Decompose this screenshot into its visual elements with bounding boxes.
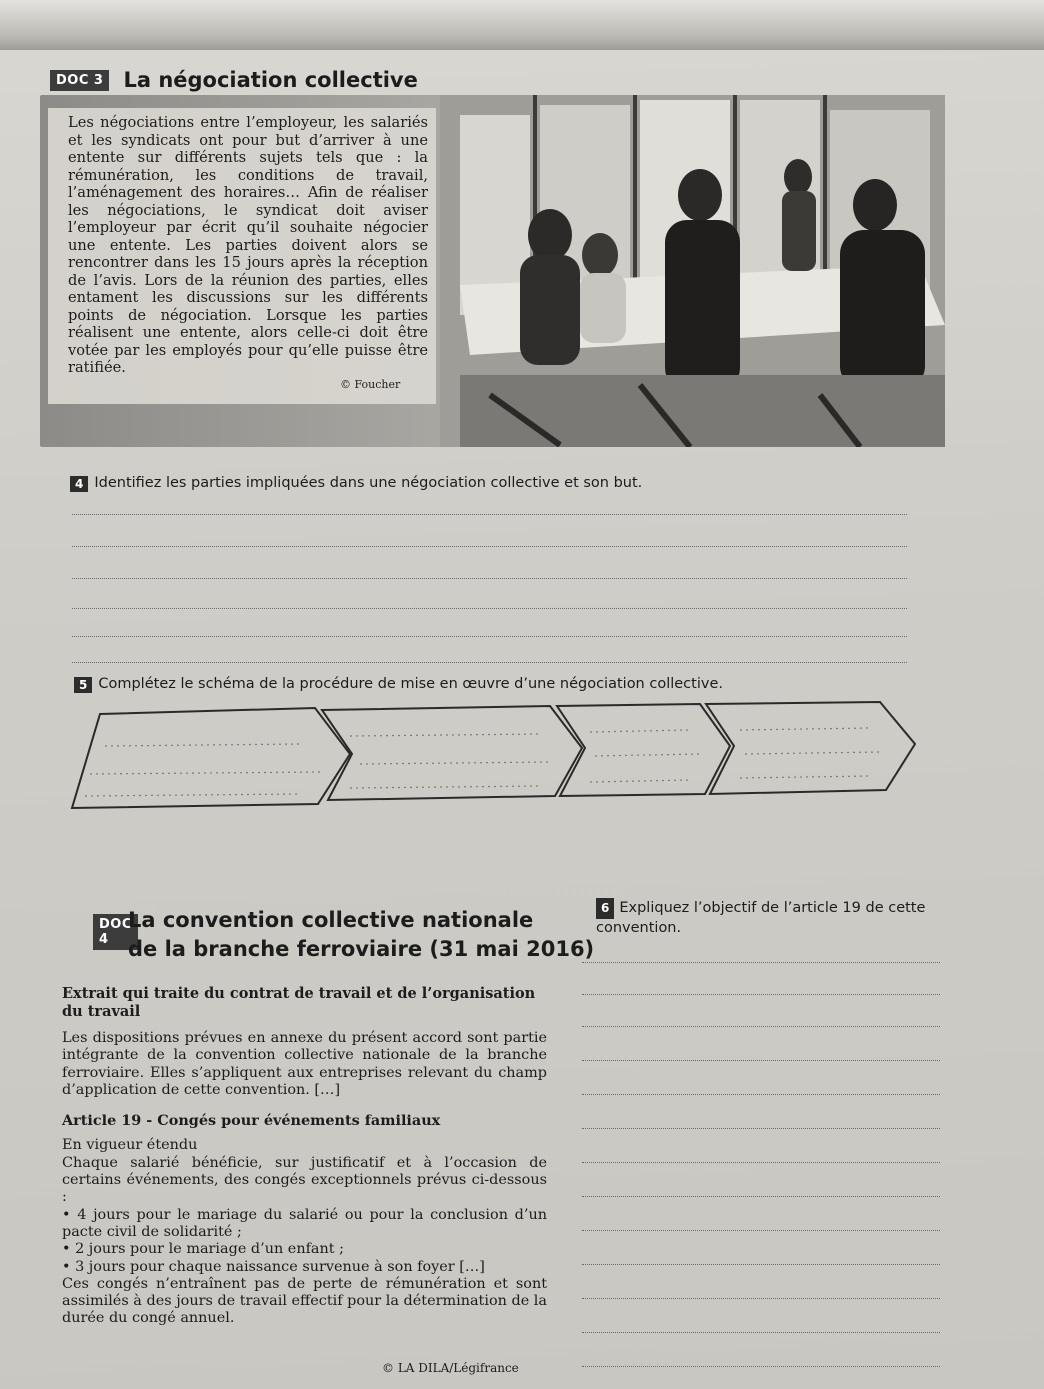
procedure-step-3[interactable] (557, 704, 730, 796)
page-top-edge (0, 0, 1044, 50)
question-4-number: 4 (70, 476, 88, 492)
answer-line[interactable] (72, 514, 907, 515)
doc4-article-title: Article 19 - Congés pour événements familiaux (62, 1112, 441, 1130)
doc3-credit: © Foucher (340, 378, 401, 391)
doc4-bullet-3: • 3 jours pour chaque naissance survenue à son foyer […] (62, 1258, 485, 1275)
procedure-dotted-lines (85, 728, 880, 796)
answer-line[interactable] (72, 578, 907, 579)
doc4-title-line-1: La convention collective nationale (128, 908, 534, 932)
doc4-body (62, 1030, 547, 1328)
doc4-credit: © LA DILA/Légifrance (382, 1361, 519, 1375)
answer-line[interactable] (72, 662, 907, 663)
answer-line[interactable] (582, 1366, 940, 1367)
doc4-paragraph-3: Ces congés n’entraînent pas de perte de rémunération et sont assimilés à des jours de travail effectif pour la détermination de la durée du congé annuel. (62, 1275, 547, 1327)
answer-line[interactable] (582, 1332, 940, 1333)
answer-line[interactable] (72, 636, 907, 637)
answer-line[interactable] (582, 1298, 940, 1299)
answer-line[interactable] (582, 1196, 940, 1197)
answer-line[interactable] (72, 546, 907, 547)
doc4-paragraph-1: Les dispositions prévues en annexe du présent accord sont partie intégrante de la convention collective nationale de la branche ferroviaire. Elles s’appliquent aux entreprises relevant du champ d’application de cette convention. […] (62, 1030, 547, 1098)
answer-line[interactable] (582, 1026, 940, 1027)
doc4-paragraph-2: Chaque salarié bénéficie, sur justificatif et à l’occasion de certains événements, des congés exceptionnels prévus ci-dessous : (62, 1154, 547, 1206)
doc3-badge: DOC 3 (50, 70, 109, 91)
doc4-subtitle: Extrait qui traite du contrat de travail et de l’organisation du travail (62, 985, 536, 1020)
doc4-status: En vigueur étendu (62, 1137, 198, 1154)
doc4-bullet-2: • 2 jours pour le mariage d’un enfant ; (62, 1241, 344, 1258)
procedure-diagram (60, 696, 930, 826)
question-5 (74, 676, 723, 693)
question-4 (70, 475, 642, 492)
answer-line[interactable] (72, 608, 907, 609)
doc3-title: La négociation collective (123, 68, 418, 92)
question-6-text: Expliquez l’objectif de l’article 19 de cette convention. (596, 900, 926, 936)
answer-line[interactable] (582, 1162, 940, 1163)
doc4-badge: DOC 4 (93, 914, 138, 950)
answer-line[interactable] (582, 962, 940, 963)
procedure-step-2[interactable] (322, 706, 582, 800)
procedure-step-1[interactable] (72, 708, 350, 808)
doc4-bullet-1: • 4 jours pour le mariage du salarié ou pour la conclusion d’un pacte civil de solidarité ; (62, 1206, 547, 1240)
question-5-text: Complétez le schéma de la procédure de mise en œuvre d’une négociation collective. (98, 676, 723, 692)
answer-line[interactable] (582, 1128, 940, 1129)
answer-line[interactable] (582, 1230, 940, 1231)
question-6-number: 6 (596, 898, 614, 919)
doc3-body-text: Les négociations entre l’employeur, les salariés et les syndicats ont pour but d’arriver à une entente sur différents sujets tels que : la rémunération, les conditions de travail, l’aménagement des horaires… Afin de réaliser les négociations, le syndicat doit aviser l’employeur par écrit qu’il souhaite négocier une entente. Les parties doivent alors se rencontrer dans les 15 jours après la réception de l’avis. Lors de la réunion des parties, elles entament les discussions sur les différents points de négociation. Lorsque les parties réalisent une entente, alors celle-ci doit être votée par les employés pour qu’elle puisse être ratifiée. (68, 114, 428, 376)
doc3-heading (50, 68, 418, 92)
answer-line[interactable] (582, 1060, 940, 1061)
doc4-title-line-2: de la branche ferroviaire (31 mai 2016) (128, 937, 595, 961)
answer-line[interactable] (582, 994, 940, 995)
procedure-step-4[interactable] (706, 702, 915, 794)
question-4-text: Identifiez les parties impliquées dans une négociation collective et son but. (94, 475, 643, 491)
question-5-number: 5 (74, 677, 92, 693)
question-6 (596, 897, 926, 938)
answer-line[interactable] (582, 1264, 940, 1265)
answer-line[interactable] (582, 1094, 940, 1095)
